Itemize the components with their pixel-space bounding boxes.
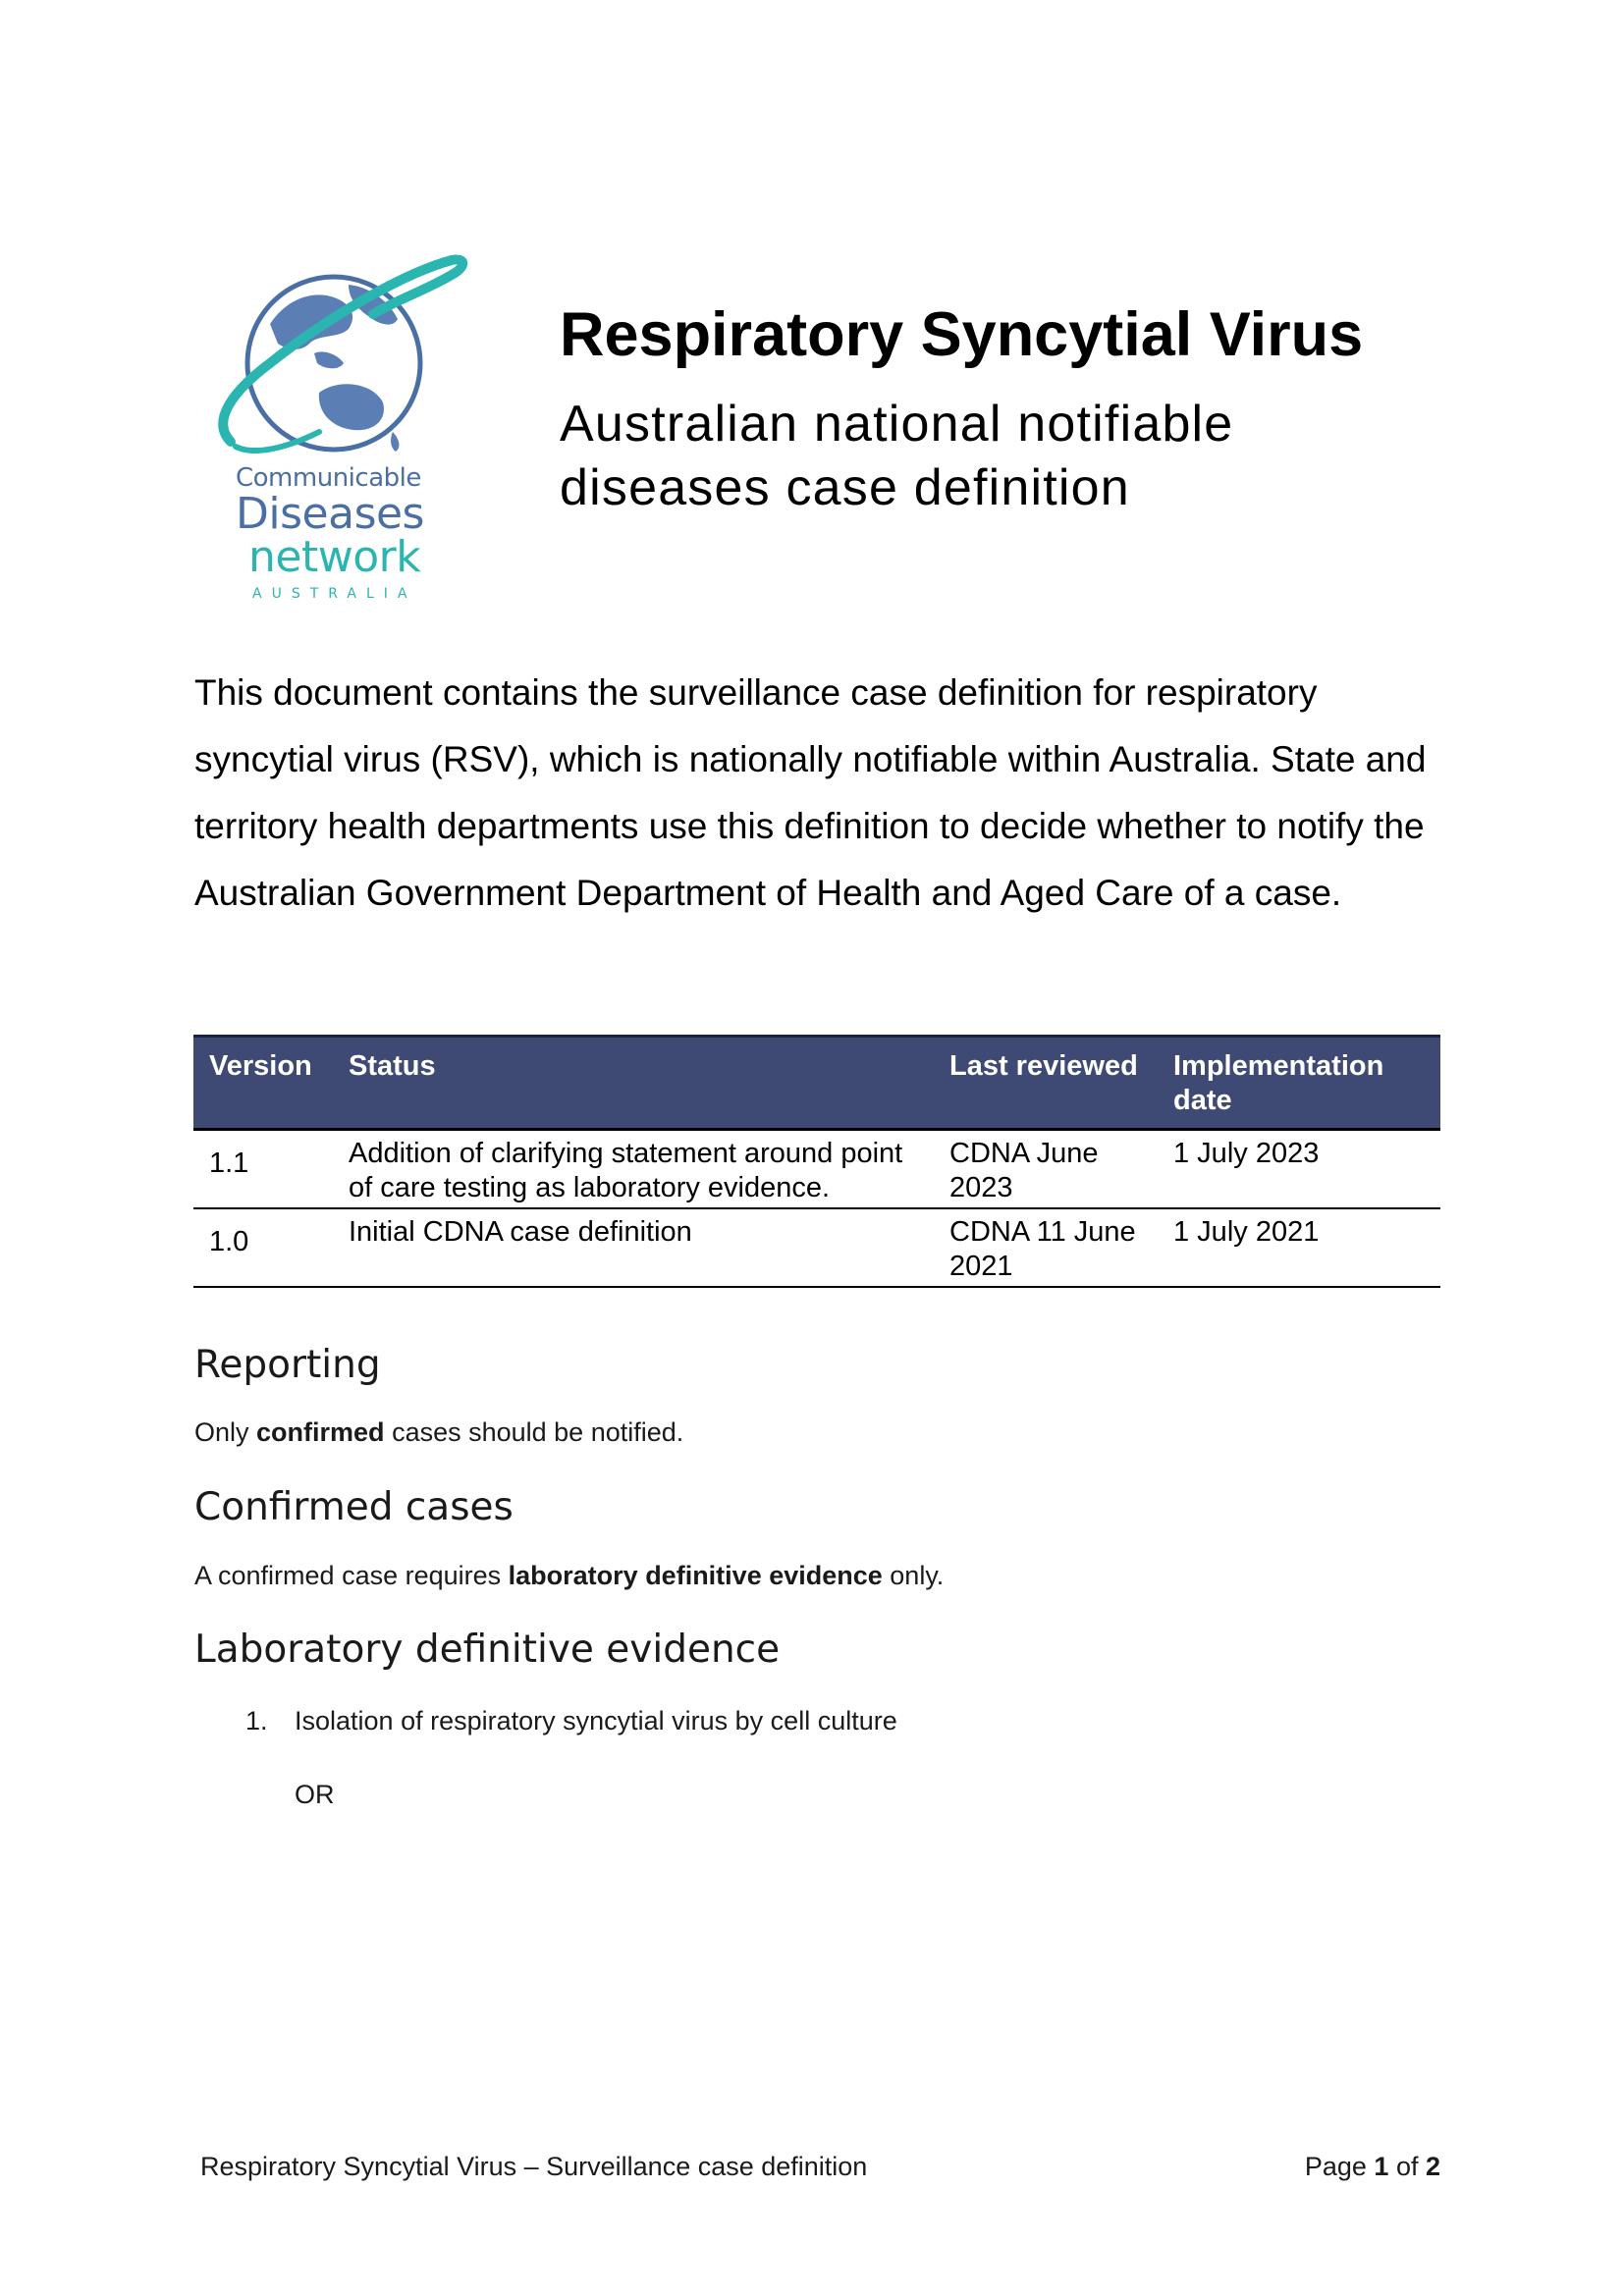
column-header-status: Status bbox=[333, 1037, 934, 1130]
column-header-last-reviewed: Last reviewed bbox=[934, 1037, 1158, 1130]
globe-icon bbox=[201, 245, 471, 461]
confirmed-paragraph: A confirmed case requires laboratory definitive evidence only. bbox=[194, 1561, 945, 1590]
cdna-logo bbox=[201, 245, 471, 609]
list-item-number: 1. bbox=[245, 1706, 268, 1735]
heading-reporting: Reporting bbox=[194, 1343, 381, 1387]
cell-last-reviewed: CDNA 11 June 2021 bbox=[934, 1208, 1158, 1287]
logo-text-network: network bbox=[248, 532, 421, 582]
or-separator: OR bbox=[295, 1780, 335, 1809]
version-table bbox=[193, 1035, 1440, 1288]
cell-version: 1.1 bbox=[193, 1130, 333, 1209]
document-title: Respiratory Syncytial Virus bbox=[560, 300, 1364, 369]
cell-status: Initial CDNA case definition bbox=[333, 1208, 934, 1287]
table-row bbox=[193, 1130, 1440, 1209]
cell-implementation-date: 1 July 2023 bbox=[1158, 1130, 1440, 1209]
cell-version: 1.0 bbox=[193, 1208, 333, 1287]
logo-text-communicable: Communicable bbox=[236, 463, 421, 493]
footer-document-title: Respiratory Syncytial Virus – Surveillance case definition bbox=[200, 2152, 868, 2181]
footer-page-number: Page 1 of 2 bbox=[1304, 2152, 1440, 2181]
heading-confirmed-cases: Confirmed cases bbox=[194, 1485, 514, 1529]
logo-text-diseases: Diseases bbox=[236, 489, 424, 539]
cell-last-reviewed: CDNA June 2023 bbox=[934, 1130, 1158, 1209]
intro-paragraph: This document contains the surveillance case definition for respiratory syncytial virus (RSV), which is nationally notifiable within Australia. State and territory health departments use this definition to decide whether to notify the Australian Government Department of Health and Aged Care of a case. bbox=[194, 672, 1427, 913]
list-item: Isolation of respiratory syncytial virus by cell culture bbox=[295, 1706, 897, 1735]
version-table-header bbox=[193, 1037, 1440, 1130]
document-subtitle: Australian national notifiable diseases case definition bbox=[560, 396, 1234, 516]
reporting-paragraph: Only confirmed cases should be notified. bbox=[194, 1417, 684, 1447]
table-row bbox=[193, 1208, 1440, 1287]
heading-laboratory-evidence: Laboratory definitive evidence bbox=[194, 1628, 781, 1672]
cell-implementation-date: 1 July 2021 bbox=[1158, 1208, 1440, 1287]
column-header-version: Version bbox=[193, 1037, 333, 1130]
logo-text-australia: AUSTRALIA bbox=[252, 586, 417, 602]
cell-status: Addition of clarifying statement around point of care testing as laboratory evidence. bbox=[333, 1130, 934, 1209]
column-header-implementation-date: Implementation date bbox=[1158, 1037, 1440, 1130]
